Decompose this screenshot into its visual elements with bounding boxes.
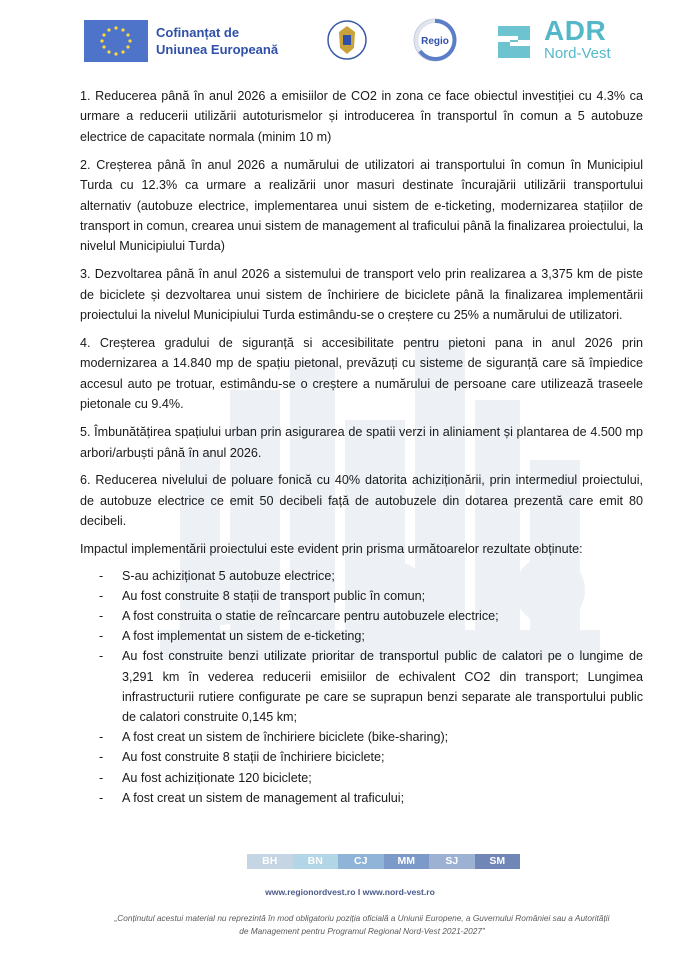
bullet-dash: - [99,750,104,765]
list-item-text: Au fost construite 8 stații de închiriere biciclete; [122,750,385,765]
objective-paragraph: 4. Creșterea gradului de siguranță si accesibilitate pentru pietoni pana in anul 2026 prin modernizarea a 14.840 mp de spațiu pietonal, prevăzuți cu sisteme de siguranță care să împiedice accesul auto pe trotuar, estimându-se o creștere a numărului de persoane care utilizează traseele pietonale cu 9.4%. [80,335,643,412]
adr-logo-icon [492,18,538,64]
bullet-dash: - [99,608,104,623]
objective-paragraph: 6. Reducerea nivelului de poluare fonică cu 40% datorita achiziționării, prin intermediul proiectului, de autobuze electrice ce emit 50 decibeli față de autobuzele din dotarea prezentă care emit 80 decibeli. [80,473,643,529]
county-strip [247,854,520,869]
list-item [80,727,643,747]
adr-subtitle: Nord-Vest [544,45,611,62]
bullet-dash: - [99,770,104,785]
county-badge: MM [384,854,430,869]
objective-paragraph: 2. Creșterea până în anul 2026 a numărului de utilizatori ai transportului în comun în Municipiul Turda cu 12.3% ca urmare a realizării unor masuri destinate încurajării utilizării transportului alternativ (autobuze electrice, implementarea unui sistem de e-ticketing, modernizarea stațiilor de transport in comun, crearea unui sistem de management al traficului până la finalizarea proiectului, la nivelul Municipiului Turda) [80,157,643,254]
county-badge: CJ [338,854,384,869]
eu-text-line2: Uniunea Europeană [156,42,279,57]
bullet-dash: - [99,790,104,805]
results-list [80,566,643,808]
county-badge: SM [475,854,521,869]
list-item-text: A fost implementat un sistem de e-ticketing; [122,629,365,644]
document-body [80,86,643,808]
list-item [80,788,643,808]
county-badge: BH [247,854,293,869]
eu-cofinance-label [156,24,278,58]
bullet-dash: - [99,588,104,603]
bullet-dash: - [99,730,104,745]
list-item-text: Au fost achiziționate 120 biciclete; [122,770,312,785]
list-item [80,747,643,767]
romanian-coat-of-arms-icon [327,18,367,62]
list-item [80,626,643,646]
list-item-text: Au fost construite 8 stații de transport public în comun; [122,588,426,603]
bullet-dash: - [99,649,104,664]
list-item-text: A fost creat un sistem de închiriere biciclete (bike-sharing); [122,730,449,745]
objective-paragraph: 3. Dezvoltarea până în anul 2026 a sistemului de transport velo prin realizarea a 3,375 km de piste de biciclete și dezvoltarea unui sistem de închiriere de biciclete până la finalizarea implementării proiectului la nivelul Municipiului Turda estimându-se o creștere cu 25% a numărului de utilizatori. [80,267,643,323]
list-item [80,768,643,788]
regio-logo-icon [412,17,458,63]
county-badge: SJ [429,854,475,869]
eu-text-line1: Cofinanțat de [156,25,240,40]
list-item-text: S-au achiziționat 5 autobuze electrice; [122,568,335,583]
list-item [80,586,643,606]
county-badge: BN [293,854,339,869]
list-item [80,566,643,586]
objective-paragraph: 5. Îmbunătățirea spațiului urban prin asigurarea de spatii verzi in aliniament și plantarea de 4.500 mp arbori/arbuști până în anul 2026. [80,425,643,460]
header-logos [84,16,624,68]
disclaimer: „Conținutul acestui material nu reprezintă în mod obligatoriu poziția oficială a Uniunii Europene, a Guvernului României sau a Autorității de Management pentru Programul Regional Nord-Vest 2021-2027” [114,913,610,936]
list-item-text: A fost construita o statie de reîncarcare pentru autobuzele electrice; [122,608,499,623]
regio-label: Regio [421,36,449,47]
adr-logo [492,15,624,64]
impact-intro: Impactul implementării proiectului este evident prin prisma următoarelor rezultate obținute: [80,542,583,557]
eu-flag-icon [84,20,148,62]
footer-links[interactable]: www.regionordvest.ro I www.nord-vest.ro [265,887,435,897]
objective-paragraph: 1. Reducerea până în anul 2026 a emisiilor de CO2 in zona ce face obiectul investiției cu 4.3% ca urmare a reducerii utilizării autoturismelor și introducerea în transportul în comun a 5 autobuze electrice de capacitate normala (minim 10 m) [80,89,643,144]
bullet-dash: - [99,568,104,583]
list-item-text: Au fost construite benzi utilizate prioritar de transportul public de calatori pe o lungime de 3,291 km în vederea reducerii emisiilor de echivalent CO2 din transport; Lungimea infrastructurii rutiere configurate pe care se suprapun benzi separate ale transportului public de calatori construite 0,145 km; [122,649,643,724]
list-item [80,646,643,727]
list-item-text: A fost creat un sistem de management al traficului; [122,790,405,805]
adr-title: ADR [544,15,607,46]
bullet-dash: - [99,629,104,644]
list-item [80,606,643,626]
